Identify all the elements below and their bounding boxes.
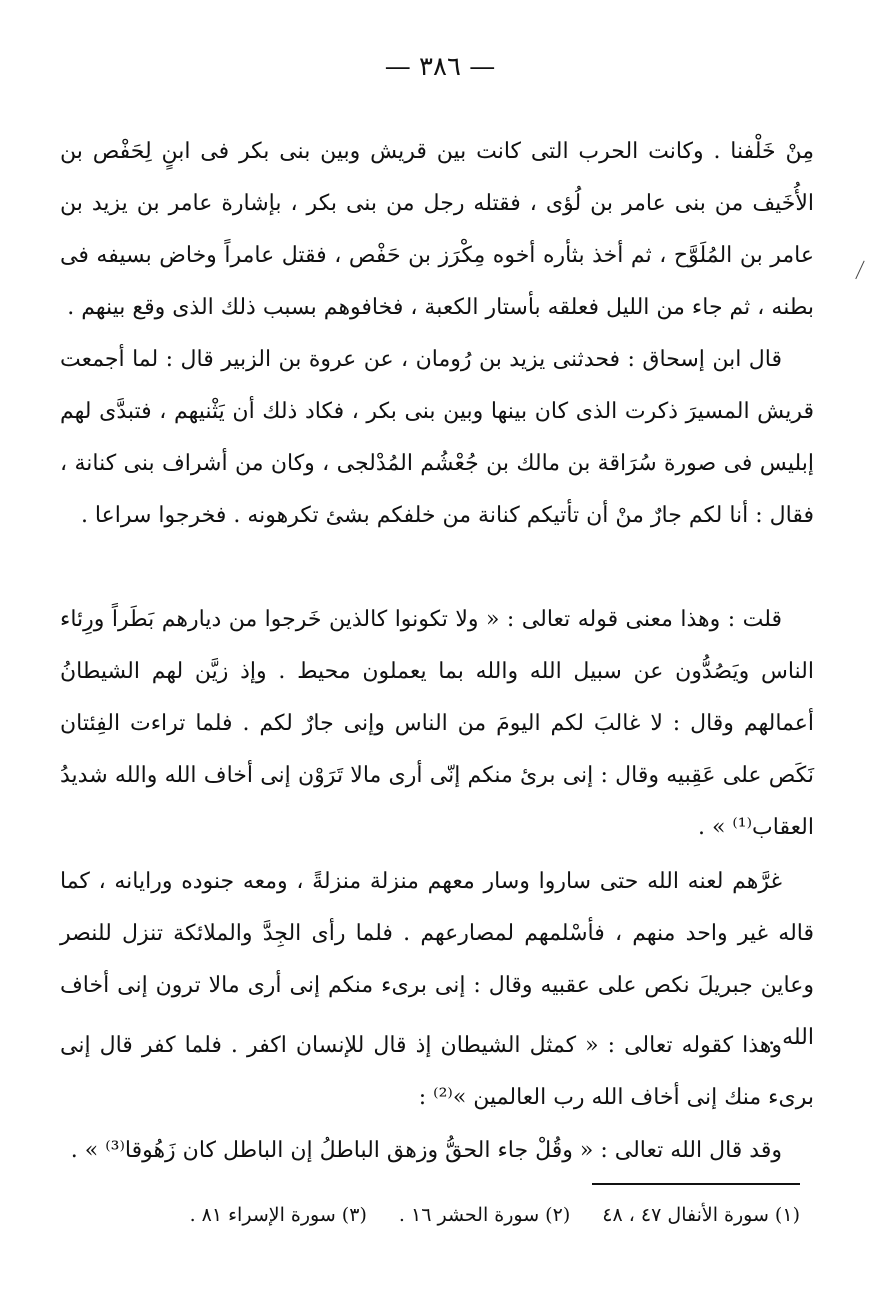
footnotes — [164, 1204, 800, 1226]
paragraph-text: وقد قال الله تعالى : « وقُلْ جاء الحقُّ وزهق الباطلُ إن الباطل كان زَهُوقا⁽³⁾ » . — [70, 1138, 782, 1163]
paragraph-text: مِنْ خَلْفنا . وكانت الحرب التى كانت بين قريش وبين بنى بكر فى ابنٍ لِحَفْص بن الأُخَيف من بنى عامر بن لُؤى ، فقتله رجل من بنى بكر ، بإشارة عامر بن يزيد بن عامر بن المُلَوَّح ، ثم أخذ بثأره أخوه مِكْرَز بن حَفْص ، فقتل عامراً وخاض بسيفه فى بطنه ، ثم جاء من الليل فعلقه بأستار الكعبة ، فخافوهم بسبب ذلك الذى وقع بينهم . — [60, 139, 814, 320]
paragraph-3 — [60, 594, 814, 854]
footnote-3: (٣) سورة الإسراء ٨١ . — [189, 1204, 367, 1226]
page-number: — ٣٨٦ — — [384, 52, 496, 82]
paragraph-text: قلت : وهذا معنى قوله تعالى : « ولا تكونوا كالذين خَرجوا من ديارهم بَطَراً ورِئاء الناس ويَصُدُّون عن سبيل الله والله بما يعملون محيط . وإذ زيَّن لهم الشيطانُ أعمالهم وقال : لا غالبَ لكم اليومَ من الناس وإنى جارٌ لكم . فلما تراءت الفِئتان نَكَص على عَقِبيه وقال : إنى برئ منكم إنّى أرى مالا تَرَوْن إنى أخاف الله والله شديدُ العقاب⁽¹⁾ » . — [60, 607, 814, 840]
margin-mark — [855, 261, 873, 284]
paragraph-text: وهذا كقوله تعالى : « كمثل الشيطان إذ قال للإنسان اكفر . فلما كفر قال إنى برىء منك إنى أخاف الله رب العالمين »⁽²⁾ : — [60, 1033, 814, 1110]
footnote-2: (٢) سورة الحشر ١٦ . — [398, 1204, 571, 1226]
footnote-divider — [592, 1183, 800, 1185]
paragraph-text: قال ابن إسحاق : فحدثنى يزيد بن رُومان ، عن عروة بن الزبير قال : لما أجمعت قريش المسيرَ ذكرت الذى كان بينها وبين بنى بكر ، فكاد ذلك أن يَثْنيهم ، فتبدَّى لهم إبليس فى صورة سُرَاقة بن مالك بن جُعْشُم المُدْلجى ، وكان من أشراف بنى كنانة ، فقال : أنا لكم جارٌ منْ أن تأتيكم كنانة من خلفكم بشئ تكرهونه . فخرجوا سراعا . — [60, 347, 814, 528]
paragraph-2 — [60, 334, 814, 542]
paragraph-5 — [60, 1020, 814, 1124]
paragraph-text: غرَّهم لعنه الله حتى ساروا وسار معهم منزلة منزلةً ، ومعه جنوده ورايانه ، كما قاله غير واحد منهم ، فأسْلمهم لمصارعهم . فلما رأى الجِدَّ والملائكة تنزل للنصر وعاين جبريلَ نكص على عقبيه وقال : إنى برىء منكم إنى أرى مالا ترون إنى أخاف الله . — [60, 869, 814, 1050]
footnote-1: (١) سورة الأنفال ٤٧ ، ٤٨ — [602, 1204, 800, 1226]
paragraph-1 — [60, 126, 814, 334]
paragraph-6 — [60, 1125, 814, 1177]
